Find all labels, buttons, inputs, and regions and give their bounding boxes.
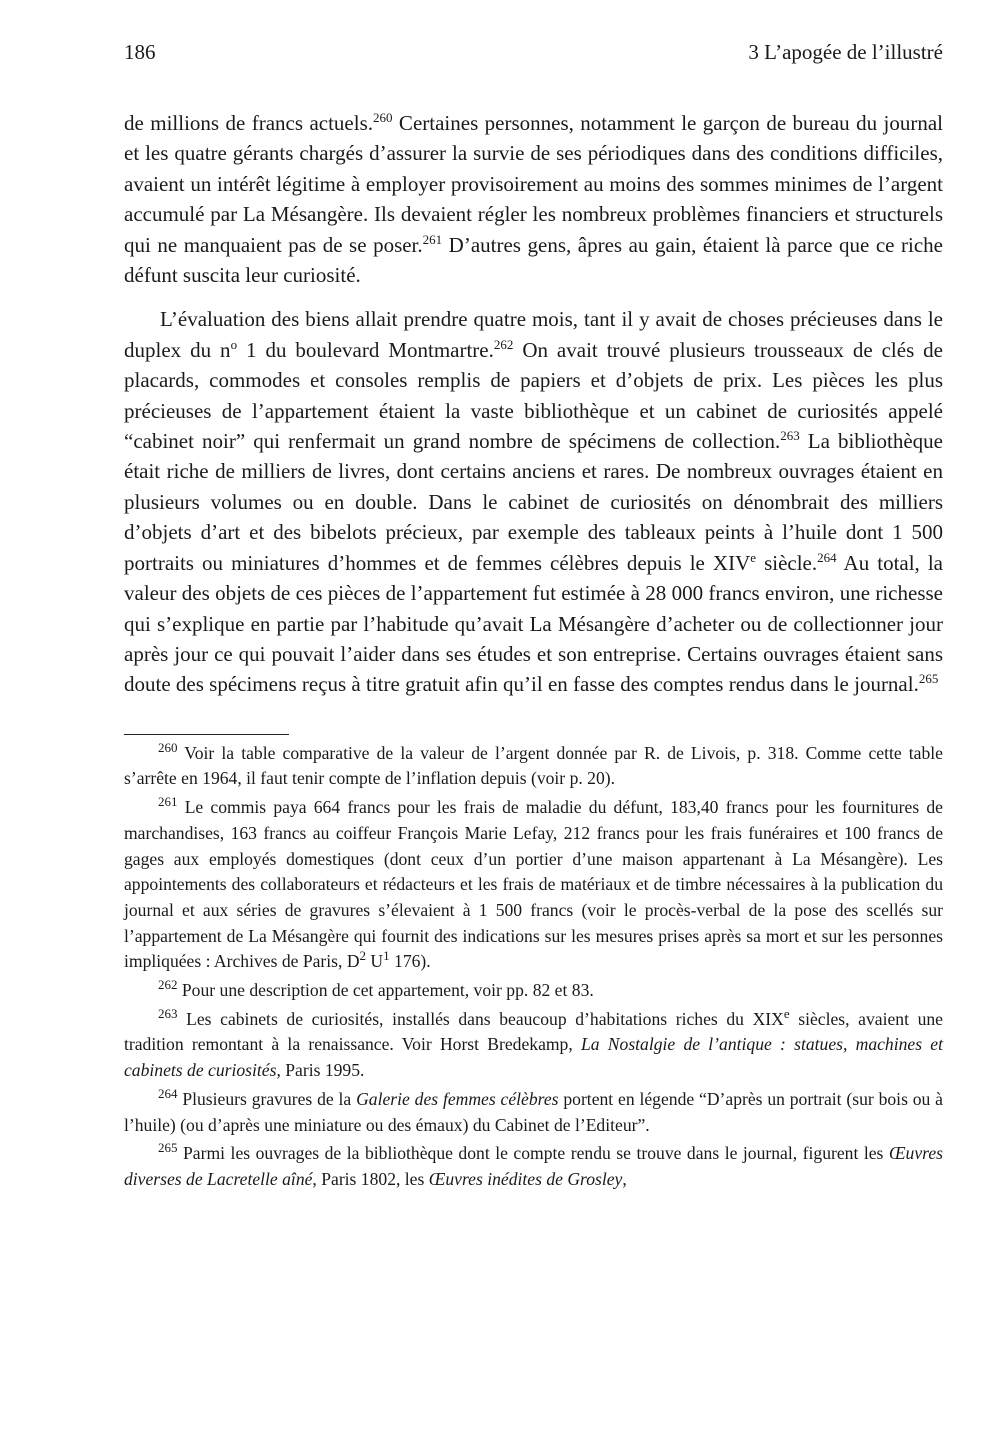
book-page	[124, 40, 943, 1193]
footnote-text: Plusieurs gravures de la	[177, 1088, 357, 1109]
superscript-o: o	[230, 336, 238, 352]
footnote-text: portent en légende “D’après un portrait (sur bois ou à l’huile) (ou d’après une miniature ou des émaux) du Cabinet de l’Editeur”.	[124, 1088, 943, 1135]
footnote-text: Voir la table comparative de la valeur de l’argent donnée par R. de Livois, p. 318. Comme cette table s’arrête en 1964, il faut tenir compte de l’inflation depuis (voir p. 20).	[124, 742, 943, 789]
book-title: La Nostalgie de l’antique : statues, machines et cabinets de curiosités	[124, 1034, 943, 1081]
paragraph-1	[124, 108, 943, 290]
text-run: Au total, la valeur des objets de ces pièces de l’appartement fut estimée à 28 000 francs environ, une richesse qui s’explique en partie par l’habitude qu’avait La Mésangère d’acheter ou de collectionner jour après jour ce qui pouvait l’aider dans ses études et son entreprise. Certains ouvrages étaient sans doute des spécimens reçus à titre gratuit afin qu’il en fasse des comptes rendus dans le journal.	[124, 550, 944, 697]
footnote-number: 261	[158, 794, 178, 810]
text-run: Certaines personnes, notamment le garçon de bureau du journal et les quatre gérants chargés d’assurer la survie de ses périodiques dans des conditions difficiles, avaient un intérêt légitime à employer provisoirement au moins des sommes minimes de l’argent accumulé par La Mésangère. Ils devaient régler les nombreux problèmes financiers et structurels qui ne manquaient pas de se poser.	[124, 111, 943, 257]
footnote-263	[124, 1007, 943, 1084]
running-header	[124, 40, 943, 76]
footnote-number: 263	[158, 1005, 178, 1021]
main-text	[124, 108, 943, 700]
footnote-number: 264	[158, 1086, 178, 1101]
footnote-text: Le commis paya 664 francs pour les frais de maladie du défunt, 183,40 francs pour les fournitures de marchandises, 163 francs au coiffeur François Marie Lefay, 212 francs pour les frais funéraires et 100 francs de gages aux employés domestiques (dont ceux d’un portier d’une maison appartenant à La Mésangère). Les appointements des collaborateurs et rédacteurs et les frais de matériaux et de timbre nécessaires à la publication du journal et aux séries de gravures s’élevaient à 1 500 francs (voir le procès-verbal de la pose des scellés sur l’appartement de La Mésangère qui fournit des indications sur les mesures prises après sa mort et sur les personnes impliquées : Archives de Paris, D	[124, 797, 943, 972]
footnote-number: 262	[158, 977, 178, 993]
text-run: D’autres gens, âpres au gain, étaient là parce que ce riche défunt suscita leur curiosité.	[124, 232, 943, 288]
text-run: On avait trouvé plusieurs trousseaux de clés de placards, commodes et consoles remplis de papiers et d’objets de prix. Les pièces les plus précieuses de l’appartement étaient la vaste bibliothèque et un cabinet de curiosités appelé “cabinet noir” qui renfermait un grand nombre de spécimens de collection.	[124, 337, 944, 454]
footnote-ref-263[interactable]: 263	[780, 428, 800, 444]
footnote-ref-262[interactable]: 262	[493, 336, 514, 352]
footnote-number: 265	[158, 1140, 178, 1156]
superscript: 1	[383, 948, 390, 964]
superscript: e	[783, 1005, 790, 1021]
text-run: siècle.	[756, 550, 818, 575]
footnote-text: ,	[622, 1168, 627, 1189]
footnote-text: , Paris 1995.	[276, 1060, 365, 1081]
paragraph-2	[124, 304, 943, 699]
text-run: L’évaluation des biens allait prendre quatre mois, tant il y avait de choses précieuses dans le duplex du n	[124, 307, 943, 362]
footnote-262	[124, 978, 943, 1004]
text-run: 1 du boulevard Montmartre.	[237, 337, 494, 362]
footnote-265	[124, 1141, 943, 1192]
footnote-261	[124, 795, 943, 975]
book-title: Œuvres inédites de Grosley	[428, 1168, 623, 1189]
footnote-264	[124, 1087, 943, 1138]
superscript: 2	[359, 948, 367, 964]
footnote-text: Les cabinets de curiosités, installés dans beaucoup d’habitations riches du XIX	[177, 1008, 784, 1029]
footnote-number: 260	[158, 739, 178, 755]
footnote-text: , Paris 1802, les	[312, 1168, 429, 1189]
footnote-text: Pour une description de cet appartement, voir pp. 82 et 83.	[177, 980, 594, 1001]
text-run: de millions de francs actuels.	[124, 111, 374, 135]
footnote-text: 176).	[389, 951, 431, 972]
footnote-text: Parmi les ouvrages de la bibliothèque dont le compte rendu se trouve dans le journal, figurent les	[177, 1143, 889, 1164]
running-title: 3 L’apogée de l’illustré	[748, 40, 943, 64]
footnote-separator	[124, 734, 289, 735]
footnote-text: siècles, avaient une tradition remontant à la renaissance. Voir Horst Bredekamp,	[124, 1008, 943, 1055]
footnote-ref-264[interactable]: 264	[817, 549, 837, 565]
footnote-ref-261[interactable]: 261	[422, 231, 443, 247]
footnote-ref-265[interactable]: 265	[918, 671, 939, 687]
book-title: Galerie des femmes célèbres	[356, 1088, 559, 1109]
footnote-260	[124, 741, 943, 792]
footnotes	[124, 741, 943, 1193]
text-run: La bibliothèque était riche de milliers de livres, dont certains anciens et rares. De nombreux ouvrages étaient en plusieurs volumes ou en double. Dans le cabinet de curiosités on dénombrait des milliers d’objets d’art et des bibelots précieux, par exemple des tableaux peints à l’huile dont 1 500 portraits ou miniatures d’hommes et de femmes célèbres depuis le XIV	[124, 429, 943, 575]
page-number: 186	[124, 40, 156, 64]
superscript-e: e	[750, 549, 757, 565]
footnote-ref-260[interactable]: 260	[373, 110, 393, 125]
footnote-text: U	[366, 951, 384, 972]
book-title: Œuvres diverses de Lacretelle aîné	[124, 1143, 943, 1189]
